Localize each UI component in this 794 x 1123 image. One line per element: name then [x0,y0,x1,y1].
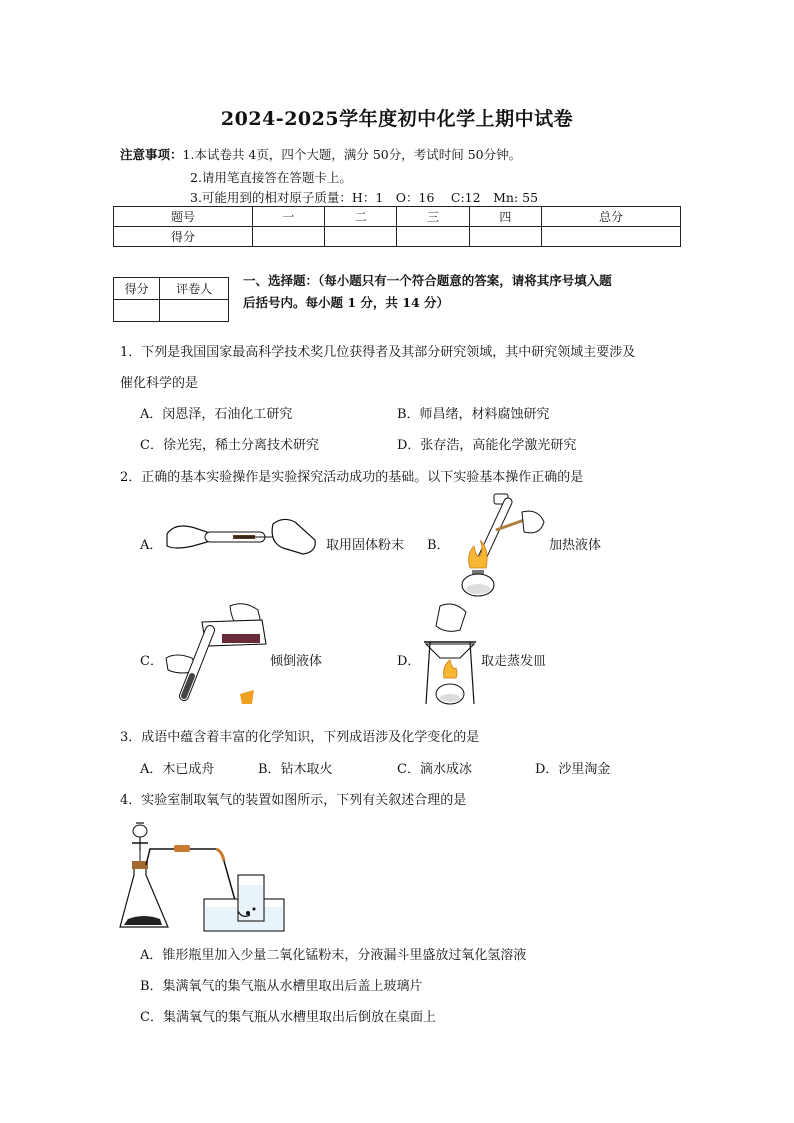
notes-line2: 2.请用笔直接答在答题卡上。 [190,170,352,185]
score-row-label: 得分 [114,227,253,247]
notes-label: 注意事项： [120,147,183,162]
q3-option-c: C．滴水成冰 [397,762,472,777]
q2-option-a-letter: A． [140,538,163,553]
score-header-cell: 四 [469,207,541,227]
section1-heading-line2: 后括号内。每小题 1 分，共 14 分） [243,295,450,310]
score-cell[interactable] [397,227,469,247]
score-header-cell: 题号 [114,207,253,227]
q3-stem: 3．成语中蕴含着丰富的化学知识，下列成语涉及化学变化的是 [120,730,480,745]
q1-stem-line1: 1．下列是我国国家最高科学技术奖几位获得者及其部分研究领域，其中研究领域主要涉及 [120,345,636,360]
score-cell[interactable] [252,227,324,247]
grader-table [113,277,229,322]
score-table-score-row [114,227,681,247]
q2-option-a-caption: 取用固体粉末 [326,538,405,553]
q2-option-b-caption: 加热液体 [549,538,602,553]
evaporating-dish-illustration [420,600,480,710]
exam-title: 2024-2025学年度初中化学上期中试卷 [220,108,574,130]
q3-option-a: A．木已成舟 [140,762,215,777]
score-header-cell: 三 [397,207,469,227]
pouring-liquid-illustration [162,600,272,710]
grader-score-label: 得分 [114,278,160,300]
q1-option-a: A．闵恩泽，石油化工研究 [140,407,293,422]
score-cell[interactable] [469,227,541,247]
q1-stem-line2: 催化科学的是 [120,376,199,391]
score-cell[interactable] [325,227,397,247]
notes-line3: 3.可能用到的相对原子质量：H：1 O：16 C:12 Mn: 55 [190,190,539,205]
score-header-cell: 一 [252,207,324,227]
q4-option-c: C．集满氧气的集气瓶从水槽里取出后倒放在桌面上 [140,1010,436,1025]
grader-score-cell[interactable] [114,300,160,322]
q3-option-b: B．钻木取火 [258,762,333,777]
q2-option-c-letter: C． [140,654,163,669]
q4-option-a: A．锥形瓶里加入少量二氧化锰粉末，分液漏斗里盛放过氧化氢溶液 [140,948,527,963]
section1-heading [243,270,683,314]
score-table [113,206,681,247]
q2-option-d-letter: D． [397,654,421,669]
notes-text-1: 1.本试卷共 4页，四个大题，满分 50分，考试时间 50分钟。 [182,147,522,162]
grader-name-cell[interactable] [160,300,229,322]
oxygen-apparatus-illustration [118,815,288,935]
grader-name-label: 评卷人 [160,278,229,300]
q2-option-d-caption: 取走蒸发皿 [481,654,547,669]
q4-option-b: B．集满氧气的集气瓶从水槽里取出后盖上玻璃片 [140,979,423,994]
q3-option-d: D．沙里淘金 [535,762,611,777]
q2-option-c-caption: 倾倒液体 [270,654,323,669]
q2-option-b-letter: B． [427,538,450,553]
q1-option-c: C．徐光宪，稀土分离技术研究 [140,438,319,453]
heating-liquid-illustration [450,488,550,598]
score-table-header-row [114,207,681,227]
score-header-cell: 总分 [542,207,681,227]
score-header-cell: 二 [325,207,397,227]
q1-option-b: B．师昌绪，材料腐蚀研究 [397,407,550,422]
score-cell[interactable] [542,227,681,247]
section1-heading-line1: 一、选择题：（每小题只有一个符合题意的答案，请将其序号填入题 [243,273,612,288]
notes-line1 [120,145,521,163]
powder-transfer-illustration [165,510,325,560]
q4-stem: 4．实验室制取氧气的装置如图所示，下列有关叙述合理的是 [120,793,467,808]
q1-option-d: D．张存浩，高能化学激光研究 [397,438,577,453]
q2-stem: 2．正确的基本实验操作是实验探究活动成功的基础。以下实验基本操作正确的是 [120,470,584,485]
